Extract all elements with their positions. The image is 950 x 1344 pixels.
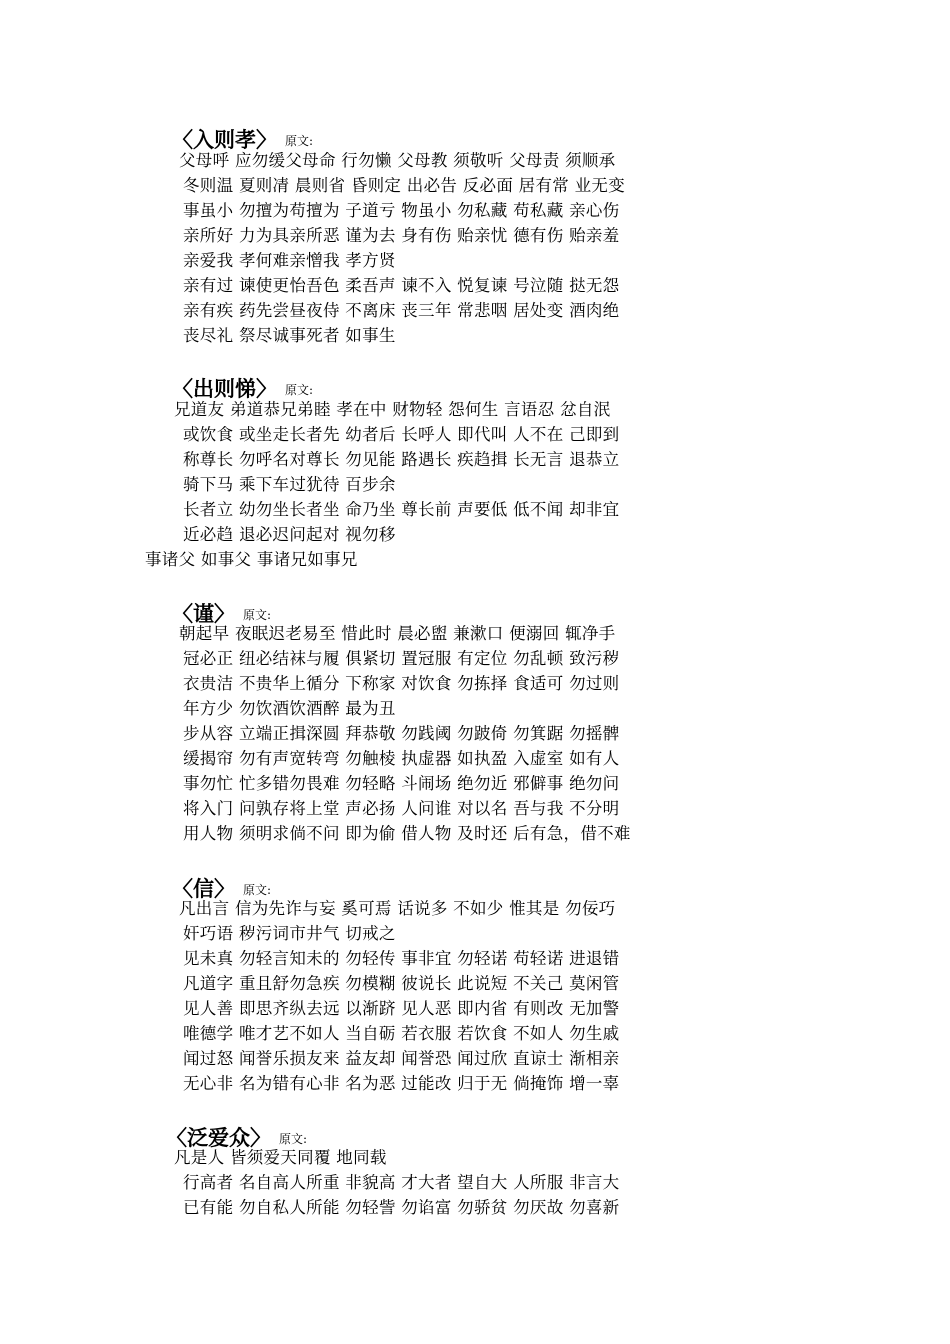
section-title: 〈泛爱众〉 [166, 1125, 271, 1150]
text-line: 冠必正 纽必结袜与履 俱紧切 置冠服 有定位 勿乱顿 致污秽 [183, 649, 620, 668]
text-line: 近必趋 退必迟问起对 视勿移 [183, 525, 396, 544]
text-line: 年方少 勿饮酒饮酒醉 最为丑 [183, 699, 396, 718]
text-line: 凡道字 重且舒勿急疾 勿模糊 彼说长 此说短 不关己 莫闲管 [183, 974, 620, 993]
yuanwen-label: 原文: [279, 1132, 308, 1146]
yuanwen-label: 原文: [243, 883, 272, 897]
text-line: 事勿忙 忙多错勿畏难 勿轻略 斗闹场 绝勿近 邪僻事 绝勿问 [183, 774, 620, 793]
yuanwen-label: 原文: [285, 134, 314, 148]
text-line: 唯德学 唯才艺不如人 当自砺 若衣服 若饮食 不如人 勿生戚 [183, 1024, 620, 1043]
text-line: 称尊长 勿呼名对尊长 勿见能 路遇长 疾趋揖 长无言 退恭立 [183, 450, 620, 469]
text-line: 父母呼 应勿缓父母命 行勿懒 父母教 须敬听 父母责 须顺承 [179, 151, 616, 170]
text-line: 将入门 问孰存将上堂 声必扬 人问谁 对以名 吾与我 不分明 [183, 799, 620, 818]
section-heading [172, 124, 313, 154]
section-title: 〈入则孝〉 [172, 127, 277, 152]
text-line: 见人善 即思齐纵去远 以渐跻 见人恶 即内省 有则改 无加警 [183, 999, 620, 1018]
text-line: 凡是人 皆须爱天同覆 地同载 [174, 1148, 387, 1167]
text-line: 长者立 幼勿坐长者坐 命乃坐 尊长前 声要低 低不闻 却非宜 [183, 500, 620, 519]
text-line: 冬则温 夏则凊 晨则省 昏则定 出必告 反必面 居有常 业无变 [183, 176, 626, 195]
text-line: 无心非 名为错有心非 名为恶 过能改 归于无 倘掩饰 增一辜 [183, 1074, 620, 1093]
text-line: 闻过怒 闻誉乐损友来 益友却 闻誉恐 闻过欣 直谅士 渐相亲 [183, 1049, 620, 1068]
text-line: 亲所好 力为具亲所恶 谨为去 身有伤 贻亲忧 德有伤 贻亲羞 [183, 226, 620, 245]
text-line: 行高者 名自高人所重 非貌高 才大者 望自大 人所服 非言大 [183, 1173, 620, 1192]
text-line: 亲有过 谏使更怡吾色 柔吾声 谏不入 悦复谏 号泣随 挞无怨 [183, 276, 620, 295]
text-line: 衣贵洁 不贵华上循分 下称家 对饮食 勿拣择 食适可 勿过则 [183, 674, 620, 693]
section-heading [172, 373, 313, 403]
text-line: 丧尽礼 祭尽诚事死者 如事生 [183, 326, 396, 345]
text-line: 或饮食 或坐走长者先 幼者后 长呼人 即代叫 人不在 己即到 [183, 425, 620, 444]
text-line: 见未真 勿轻言知未的 勿轻传 事非宜 勿轻诺 苟轻诺 进退错 [183, 949, 620, 968]
section-title: 〈信〉 [172, 876, 235, 901]
text-line: 骑下马 乘下车过犹待 百步余 [183, 475, 396, 494]
text-line: 事诸父 如事父 事诸兄如事兄 [145, 550, 358, 569]
yuanwen-label: 原文: [243, 608, 272, 622]
text-line: 亲爱我 孝何难亲憎我 孝方贤 [183, 251, 396, 270]
text-line: 用人物 须明求倘不问 即为偷 借人物 及时还 后有急，借不难 [183, 824, 631, 843]
text-line: 缓揭帘 勿有声宽转弯 勿触棱 执虚器 如执盈 入虚室 如有人 [183, 749, 620, 768]
text-line: 朝起早 夜眠迟老易至 惜此时 晨必盥 兼漱口 便溺回 辄净手 [179, 624, 616, 643]
section-title: 〈谨〉 [172, 601, 235, 626]
text-line: 步从容 立端正揖深圆 拜恭敬 勿践阈 勿跛倚 勿箕踞 勿摇髀 [183, 724, 620, 743]
yuanwen-label: 原文: [285, 383, 314, 397]
text-line: 事虽小 勿擅为苟擅为 子道亏 物虽小 勿私藏 苟私藏 亲心伤 [183, 201, 620, 220]
text-line: 奸巧语 秽污词市井气 切戒之 [183, 924, 396, 943]
text-line: 兄道友 弟道恭兄弟睦 孝在中 财物轻 怨何生 言语忍 忿自泯 [174, 400, 611, 419]
text-line: 已有能 勿自私人所能 勿轻訾 勿谄富 勿骄贫 勿厌故 勿喜新 [183, 1198, 620, 1217]
section-title: 〈出则悌〉 [172, 376, 277, 401]
text-line: 亲有疾 药先尝昼夜侍 不离床 丧三年 常悲咽 居处变 酒肉绝 [183, 301, 620, 320]
text-line: 凡出言 信为先诈与妄 奚可焉 话说多 不如少 惟其是 勿佞巧 [179, 899, 616, 918]
